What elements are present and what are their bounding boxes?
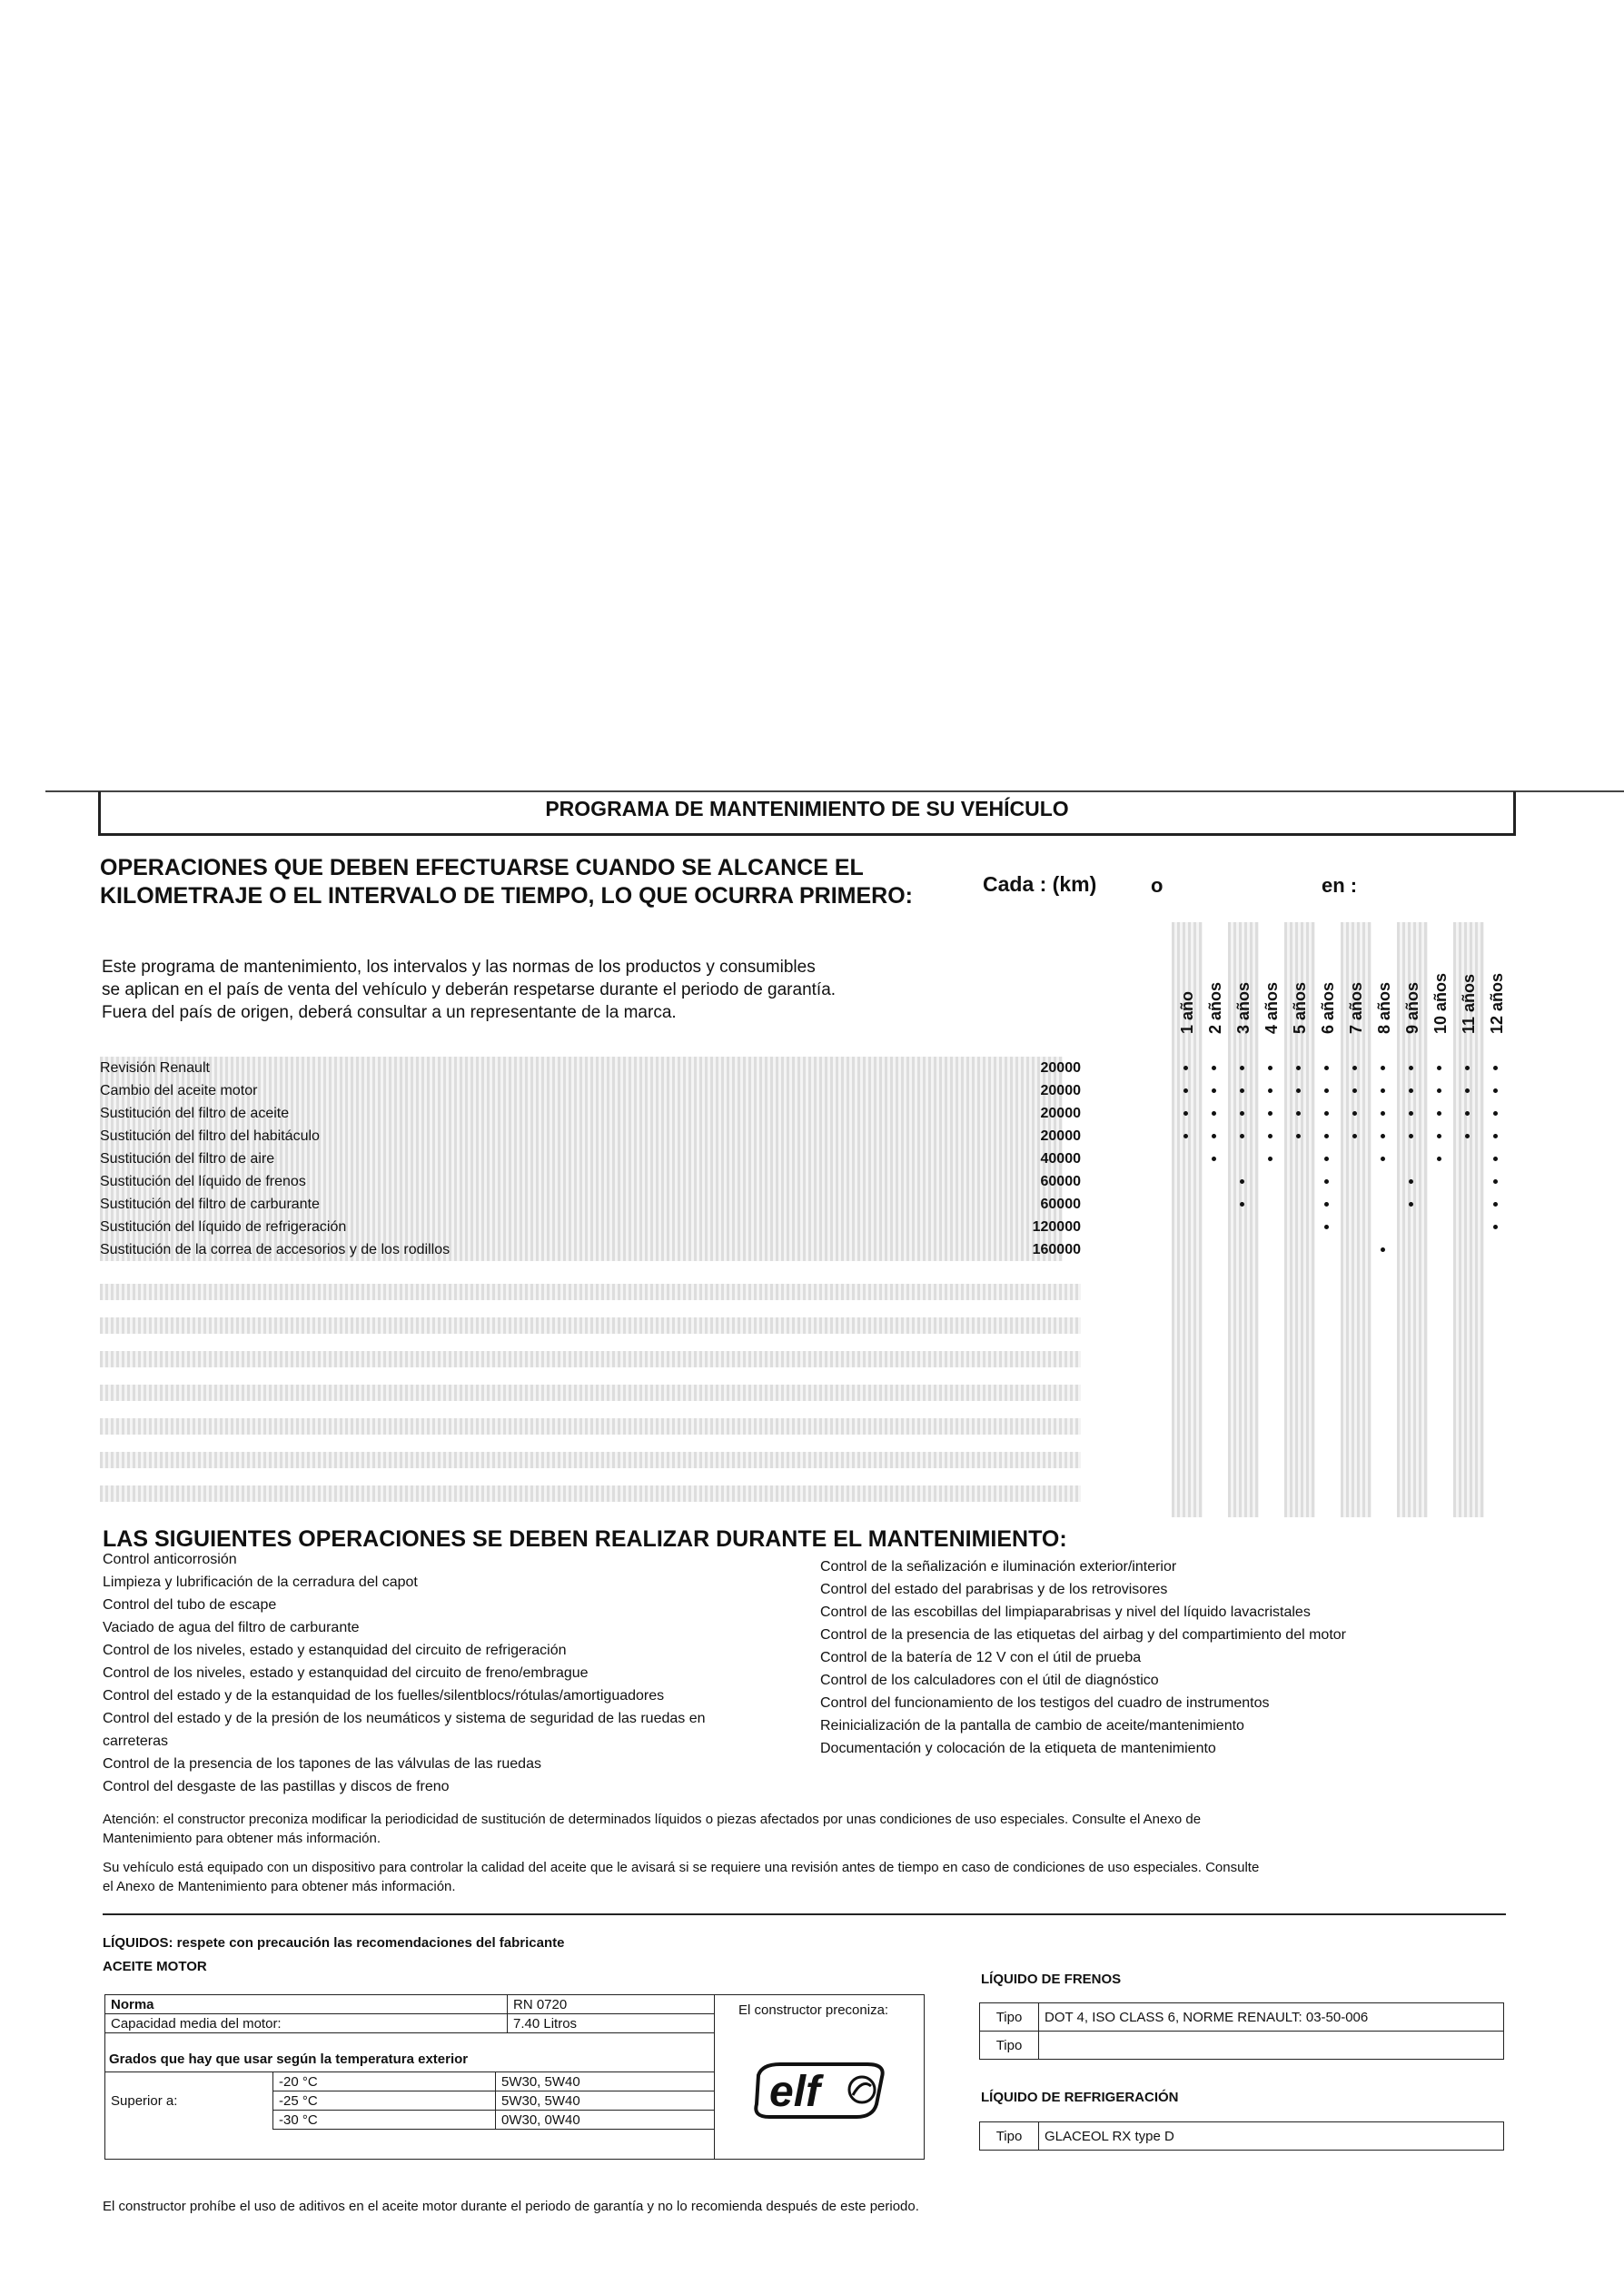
schedule-dot	[1381, 1066, 1385, 1070]
aceite-motor-label: ACEITE MOTOR	[103, 1959, 207, 1974]
schedule-dot	[1437, 1134, 1441, 1138]
schedule-dot	[1465, 1066, 1470, 1070]
operation-row	[100, 1216, 1081, 1238]
schedule-dot	[1324, 1202, 1329, 1207]
year-label: 10 años	[1431, 972, 1450, 1034]
schedule-dot	[1240, 1134, 1244, 1138]
maintenance-operation: Limpieza y lubrificación de la cerradura del capot	[103, 1575, 418, 1590]
maintenance-operation: Control de las escobillas del limpiaparabrisas y nivel del líquido lavacristales	[820, 1605, 1311, 1620]
schedule-dot	[1381, 1111, 1385, 1116]
tipo-label: Tipo	[980, 2122, 1039, 2151]
cada-label: Cada : (km)	[983, 872, 1097, 896]
temperature-table	[105, 2071, 714, 2130]
schedule-dot	[1324, 1066, 1329, 1070]
title-box	[98, 791, 1516, 836]
operation-km: 60000	[1040, 1174, 1081, 1189]
maintenance-operation: Control del estado del parabrisas y de los retrovisores	[820, 1582, 1168, 1597]
schedule-dot	[1437, 1111, 1441, 1116]
temp-value: -20 °C	[273, 2072, 496, 2091]
year-label: 1 año	[1178, 990, 1196, 1034]
maintenance-operation: Control del estado y de la presión de los neumáticos y sistema de seguridad de las ruedas en	[103, 1711, 706, 1726]
schedule-dot	[1381, 1088, 1385, 1093]
grados-label: Grados que hay que usar según la temperatura exterior	[109, 2052, 469, 2067]
blank-row	[100, 1351, 1081, 1367]
maintenance-operation: Control de los niveles, estado y estanquidad del circuito de freno/embrague	[103, 1665, 589, 1681]
note-oil-sensor	[103, 1858, 1520, 1896]
superior-label: Superior a:	[105, 2072, 273, 2130]
footer-note: El constructor prohíbe el uso de aditivos en el aceite motor durante el periodo de garantía y no lo recomienda después de este periodo.	[103, 2199, 919, 2214]
year-label: 11 años	[1460, 973, 1478, 1034]
operation-label: Revisión Renault	[100, 1060, 210, 1076]
schedule-dot	[1268, 1134, 1272, 1138]
operation-row	[100, 1193, 1081, 1216]
tipo-label: Tipo	[980, 2032, 1039, 2060]
operation-km: 40000	[1040, 1151, 1081, 1167]
schedule-dot	[1493, 1088, 1498, 1093]
schedule-dot	[1493, 1134, 1498, 1138]
maintenance-operation: Control anticorrosión	[103, 1552, 237, 1567]
divider	[103, 1913, 1506, 1915]
operation-km: 60000	[1040, 1197, 1081, 1212]
liquids-heading: LÍQUIDOS: respete con precaución las recomendaciones del fabricante	[103, 1935, 565, 1951]
operation-row	[100, 1238, 1081, 1261]
year-label: 4 años	[1263, 981, 1281, 1034]
schedule-dot	[1240, 1202, 1244, 1207]
schedule-dot	[1352, 1066, 1357, 1070]
norma-table	[105, 1995, 714, 2033]
year-label: 2 años	[1206, 981, 1224, 1034]
intro-line-1: Este programa de mantenimiento, los intervalos y las normas de los productos y consumibles	[102, 958, 816, 977]
blank-row	[100, 1418, 1081, 1435]
heading-line-1: OPERACIONES QUE DEBEN EFECTUARSE CUANDO SE ALCANCE EL	[100, 855, 864, 880]
constructor-box	[713, 1994, 925, 2160]
schedule-dot	[1324, 1134, 1329, 1138]
schedule-dot	[1437, 1088, 1441, 1093]
schedule-dot	[1493, 1111, 1498, 1116]
schedule-dot	[1493, 1225, 1498, 1229]
intro-text	[102, 956, 992, 1024]
maintenance-operation: Control de la presencia de las etiquetas del airbag y del compartimiento del motor	[820, 1627, 1346, 1643]
schedule-dot	[1183, 1134, 1188, 1138]
operation-km: 120000	[1032, 1219, 1081, 1235]
year-label: 12 años	[1488, 972, 1506, 1034]
operation-label: Sustitución del filtro de carburante	[100, 1197, 320, 1212]
schedule-dot	[1324, 1157, 1329, 1161]
blank-row	[100, 1284, 1081, 1300]
schedule-dot	[1324, 1088, 1329, 1093]
schedule-dot	[1212, 1088, 1216, 1093]
maintenance-operation: Vaciado de agua del filtro de carburante	[103, 1620, 360, 1635]
schedule-dot	[1296, 1134, 1301, 1138]
note-1-line-1: Atención: el constructor preconiza modificar la periodicidad de sustitución de determinados líquidos o piezas afectados por unas condiciones de uso especiales. Consulte el Anexo de	[103, 1812, 1202, 1827]
operation-label: Sustitución de la correa de accesorios y de los rodillos	[100, 1242, 451, 1257]
constructor-label: El constructor preconiza:	[738, 2002, 889, 2018]
grade-value: 5W30, 5W40	[496, 2091, 715, 2111]
schedule-dot	[1212, 1111, 1216, 1116]
frenos-heading: LÍQUIDO DE FRENOS	[981, 1972, 1122, 1987]
schedule-dot	[1240, 1066, 1244, 1070]
operation-label: Sustitución del líquido de refrigeración	[100, 1219, 347, 1235]
schedule-dot	[1296, 1111, 1301, 1116]
section-2-heading: LAS SIGUIENTES OPERACIONES SE DEBEN REALIZAR DURANTE EL MANTENIMIENTO:	[103, 1526, 1067, 1552]
maintenance-operation: Control de los calculadores con el útil de diagnóstico	[820, 1673, 1159, 1688]
operation-row	[100, 1148, 1081, 1170]
norma-label: Norma	[105, 1995, 508, 2014]
blank-row	[100, 1452, 1081, 1468]
operation-km: 20000	[1040, 1060, 1081, 1076]
operation-label: Sustitución del líquido de frenos	[100, 1174, 306, 1189]
blank-row	[100, 1385, 1081, 1401]
schedule-dot	[1493, 1066, 1498, 1070]
maintenance-operation: Documentación y colocación de la etiqueta de mantenimiento	[820, 1741, 1216, 1756]
grade-value: 5W30, 5W40	[496, 2072, 715, 2091]
blank-row	[100, 1317, 1081, 1334]
blank-row	[100, 1485, 1081, 1502]
schedule-dot	[1268, 1157, 1272, 1161]
capacidad-label: Capacidad media del motor:	[105, 2014, 508, 2033]
note-1-line-2: Mantenimiento para obtener más información.	[103, 1831, 381, 1846]
elf-logo	[749, 2059, 895, 2122]
section-heading	[100, 854, 913, 910]
schedule-dot	[1437, 1066, 1441, 1070]
maintenance-operation: carreteras	[103, 1734, 169, 1749]
note-2-line-1: Su vehículo está equipado con un dispositivo para controlar la calidad del aceite que le avisará si se requiere una revisión antes de tiempo en caso de condiciones de uso especiales. Consulte	[103, 1860, 1260, 1875]
operation-label: Sustitución del filtro del habitáculo	[100, 1128, 320, 1144]
o-label: o	[1151, 874, 1164, 897]
schedule-dot	[1296, 1066, 1301, 1070]
heading-line-2: KILOMETRAJE O EL INTERVALO DE TIEMPO, LO QUE OCURRA PRIMERO:	[100, 883, 913, 909]
schedule-dot	[1493, 1179, 1498, 1184]
maintenance-operation: Control del desgaste de las pastillas y discos de freno	[103, 1779, 450, 1794]
schedule-dot	[1465, 1134, 1470, 1138]
schedule-dot	[1212, 1066, 1216, 1070]
operation-row	[100, 1170, 1081, 1193]
norma-value: RN 0720	[508, 1995, 715, 2014]
operation-label: Cambio del aceite motor	[100, 1083, 258, 1098]
schedule-dot	[1437, 1157, 1441, 1161]
maintenance-operation: Control del funcionamiento de los testigos del cuadro de instrumentos	[820, 1695, 1270, 1711]
temp-value: -25 °C	[273, 2091, 496, 2111]
operation-row	[100, 1079, 1081, 1102]
schedule-dot	[1324, 1225, 1329, 1229]
frenos-tipo-value-2	[1039, 2032, 1504, 2060]
refrig-table	[979, 2121, 1504, 2151]
aceite-motor-box	[104, 1994, 715, 2160]
schedule-dot	[1183, 1066, 1188, 1070]
schedule-dot	[1212, 1157, 1216, 1161]
operation-km: 20000	[1040, 1106, 1081, 1121]
right-operations-list	[820, 1555, 1529, 1760]
schedule-dot	[1493, 1202, 1498, 1207]
operation-label: Sustitución del filtro de aire	[100, 1151, 275, 1167]
schedule-dot	[1268, 1111, 1272, 1116]
schedule-dot	[1268, 1066, 1272, 1070]
temp-value: -30 °C	[273, 2111, 496, 2130]
schedule-dot	[1493, 1157, 1498, 1161]
maintenance-operation: Control de la batería de 12 V con el útil de prueba	[820, 1650, 1142, 1665]
schedule-dot	[1324, 1111, 1329, 1116]
schedule-dot	[1409, 1134, 1413, 1138]
operation-row	[100, 1102, 1081, 1125]
schedule-dot	[1352, 1134, 1357, 1138]
operation-km: 20000	[1040, 1083, 1081, 1098]
elf-logo-text: elf	[769, 2068, 821, 2116]
schedule-dot	[1465, 1111, 1470, 1116]
maintenance-operation: Control de los niveles, estado y estanquidad del circuito de refrigeración	[103, 1643, 567, 1658]
schedule-dot	[1409, 1202, 1413, 1207]
schedule-dot	[1268, 1088, 1272, 1093]
schedule-dot	[1409, 1179, 1413, 1184]
refrig-heading: LÍQUIDO DE REFRIGERACIÓN	[981, 2090, 1179, 2105]
tipo-label: Tipo	[980, 2003, 1039, 2032]
schedule-dot	[1324, 1179, 1329, 1184]
year-label: 8 años	[1375, 981, 1393, 1034]
operation-row	[100, 1057, 1081, 1079]
schedule-dot	[1381, 1247, 1385, 1252]
schedule-dot	[1212, 1134, 1216, 1138]
year-label: 7 años	[1347, 981, 1365, 1034]
schedule-dot	[1381, 1134, 1385, 1138]
grade-value: 0W30, 0W40	[496, 2111, 715, 2130]
year-label: 9 años	[1403, 981, 1421, 1034]
maintenance-operation: Control del tubo de escape	[103, 1597, 277, 1613]
year-label: 3 años	[1234, 981, 1253, 1034]
refrig-tipo-value: GLACEOL RX type D	[1039, 2122, 1504, 2151]
en-label: en :	[1322, 874, 1358, 897]
operation-km: 20000	[1040, 1128, 1081, 1144]
schedule-dot	[1352, 1111, 1357, 1116]
operation-label: Sustitución del filtro de aceite	[100, 1106, 290, 1121]
operation-row	[100, 1125, 1081, 1148]
maintenance-operation: Control de la señalización e iluminación exterior/interior	[820, 1559, 1177, 1575]
schedule-dot	[1296, 1088, 1301, 1093]
year-label: 6 años	[1319, 981, 1337, 1034]
intro-line-3: Fuera del país de origen, deberá consultar a un representante de la marca.	[102, 1003, 677, 1022]
intro-line-2: se aplican en el país de venta del vehículo y deberán respetarse durante el periodo de garantía.	[102, 980, 837, 999]
year-label: 5 años	[1291, 981, 1309, 1034]
schedule-dot	[1240, 1111, 1244, 1116]
left-operations-list	[103, 1548, 811, 1798]
note-attention	[103, 1810, 1520, 1848]
schedule-dot	[1240, 1179, 1244, 1184]
schedule-dot	[1183, 1111, 1188, 1116]
maintenance-operation: Control del estado y de la estanquidad de los fuelles/silentblocs/rótulas/amortiguadores	[103, 1688, 665, 1704]
frenos-table	[979, 2002, 1504, 2060]
schedule-dot	[1352, 1088, 1357, 1093]
page-title: PROGRAMA DE MANTENIMIENTO DE SU VEHÍCULO	[545, 797, 1069, 820]
schedule-dot	[1183, 1088, 1188, 1093]
capacidad-value: 7.40 Litros	[508, 2014, 715, 2033]
maintenance-operation: Reinicialización de la pantalla de cambio de aceite/mantenimiento	[820, 1718, 1244, 1734]
note-2-line-2: el Anexo de Mantenimiento para obtener más información.	[103, 1879, 456, 1894]
schedule-dot	[1381, 1157, 1385, 1161]
schedule-dot	[1409, 1066, 1413, 1070]
schedule-dot	[1240, 1088, 1244, 1093]
schedule-dot	[1409, 1088, 1413, 1093]
schedule-dot	[1465, 1088, 1470, 1093]
operation-km: 160000	[1032, 1242, 1081, 1257]
schedule-dot	[1409, 1111, 1413, 1116]
frenos-tipo-value: DOT 4, ISO CLASS 6, NORME RENAULT: 03-50-006	[1039, 2003, 1504, 2032]
maintenance-operation: Control de la presencia de los tapones de las válvulas de las ruedas	[103, 1756, 541, 1772]
